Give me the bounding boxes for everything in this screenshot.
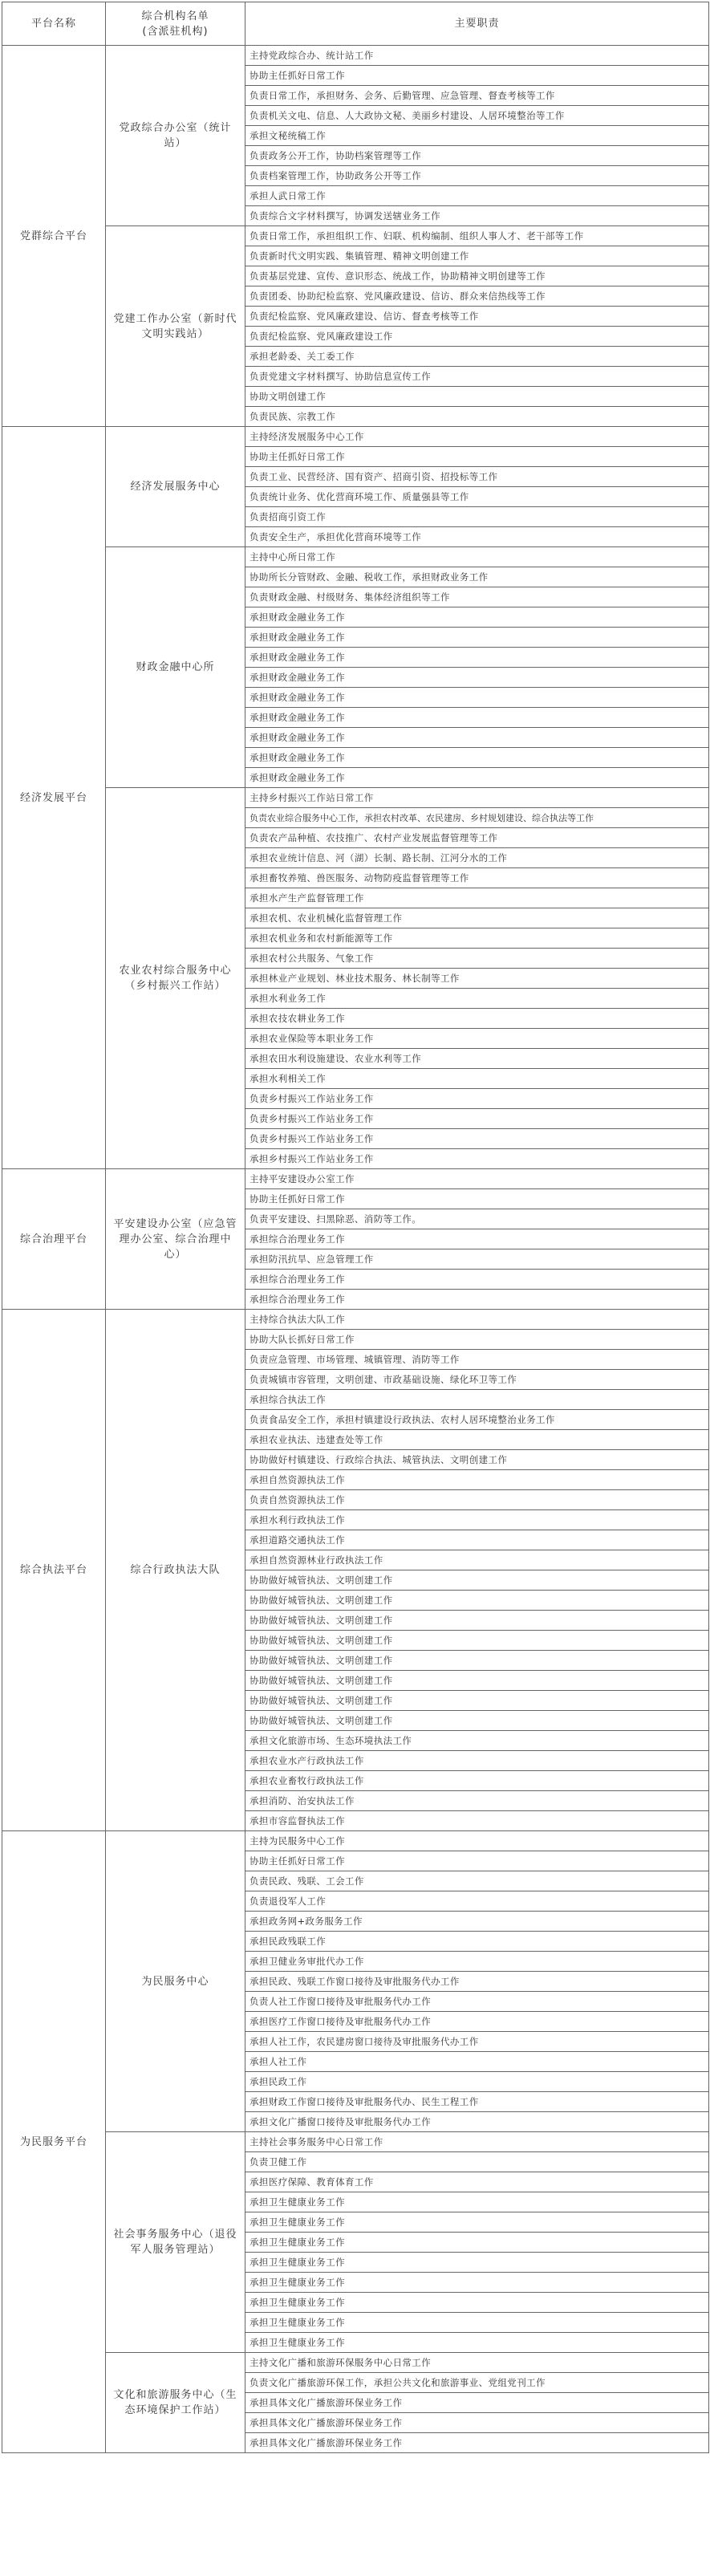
duty-cell: 承担防汛抗旱、应急管理工作 xyxy=(245,1249,709,1270)
table-row xyxy=(2,1169,709,1189)
platform-name-cell: 综合执法平台 xyxy=(2,1310,106,1831)
duty-cell: 承担民政工作 xyxy=(245,2072,709,2092)
duty-cell: 承担水利业务工作 xyxy=(245,989,709,1009)
duty-cell: 承担文化旅游市场、生态环境执法工作 xyxy=(245,1731,709,1751)
duty-cell: 主持平安建设办公室工作 xyxy=(245,1169,709,1189)
duty-cell: 承担畜牧养殖、兽医服务、动物防疫监督管理等工作 xyxy=(245,868,709,888)
duty-cell: 承担文化广播窗口接待及审批服务代办工作 xyxy=(245,2112,709,2132)
duty-cell: 负责民族、宗教工作 xyxy=(245,407,709,427)
duty-cell: 负责政务公开工作，协助档案管理等工作 xyxy=(245,146,709,166)
table-row xyxy=(2,427,709,447)
table-body xyxy=(2,46,709,2453)
duty-cell: 协助主任抓好日常工作 xyxy=(245,447,709,467)
duty-cell: 负责党建文字材料撰写、协助信息宣传工作 xyxy=(245,367,709,387)
duty-cell: 承担医疗保障、教育体育工作 xyxy=(245,2172,709,2192)
duty-cell: 主持为民服务中心工作 xyxy=(245,1831,709,1851)
duty-cell: 协助主任抓好日常工作 xyxy=(245,1851,709,1871)
header-org xyxy=(106,2,245,46)
duty-cell: 负责统计业务、优化营商环境工作、质量强县等工作 xyxy=(245,487,709,507)
duty-cell: 承担卫生健康业务工作 xyxy=(245,2233,709,2253)
table-row xyxy=(2,226,709,246)
org-name-cell: 党建工作办公室（新时代文明实践站） xyxy=(106,226,245,427)
duty-cell: 负责团委、协助纪检监察、党风廉政建设、信访、群众来信热线等工作 xyxy=(245,286,709,307)
table-row xyxy=(2,1831,709,1851)
duty-cell: 承担财政金融业务工作 xyxy=(245,648,709,668)
duty-cell: 承担医疗工作窗口接待及审批服务代办工作 xyxy=(245,2012,709,2032)
duty-cell: 承担卫健业务审批代办工作 xyxy=(245,1952,709,1972)
duty-cell: 承担财政金融业务工作 xyxy=(245,628,709,648)
duty-cell: 负责新时代文明实践、集镇管理、精神文明创建工作 xyxy=(245,246,709,266)
duty-cell: 承担乡村振兴工作站业务工作 xyxy=(245,1149,709,1169)
duty-cell: 承担市容监督执法工作 xyxy=(245,1811,709,1831)
duty-cell: 承担水产生产监督管理工作 xyxy=(245,888,709,908)
duty-cell: 负责日常工作，承担组织工作、妇联、机构编制、组织人事人才、老干部等工作 xyxy=(245,226,709,246)
duty-cell: 负责机关文电、信息、人大政协文秘、美丽乡村建设、人居环境整治等工作 xyxy=(245,106,709,126)
duty-cell: 协助做好城管执法、文明创建工作 xyxy=(245,1611,709,1631)
duty-cell: 协助所长分管财政、金融、税收工作，承担财政业务工作 xyxy=(245,567,709,587)
duty-cell: 承担人社工作 xyxy=(245,2052,709,2072)
duty-cell: 承担农田水利设施建设、农业水利等工作 xyxy=(245,1049,709,1069)
duty-cell: 承担综合治理业务工作 xyxy=(245,1229,709,1249)
duty-cell: 负责自然资源执法工作 xyxy=(245,1490,709,1510)
org-name-cell: 财政金融中心所 xyxy=(106,547,245,788)
duty-cell: 协助做好城管执法、文明创建工作 xyxy=(245,1651,709,1671)
duty-cell: 协助做好城管执法、文明创建工作 xyxy=(245,1591,709,1611)
duty-cell: 协助主任抓好日常工作 xyxy=(245,66,709,86)
duty-cell: 负责城镇市容管理，文明创建、市政基础设施、绿化环卫等工作 xyxy=(245,1370,709,1390)
duty-cell: 承担农机、农业机械化监督管理工作 xyxy=(245,908,709,928)
duty-cell: 承担财政金融业务工作 xyxy=(245,688,709,708)
platform-name-cell: 综合治理平台 xyxy=(2,1169,106,1310)
duty-cell: 承担水利相关工作 xyxy=(245,1069,709,1089)
duty-cell: 承担自然资源执法工作 xyxy=(245,1470,709,1490)
duty-cell: 负责日常工作，承担财务、会务、后勤管理、应急管理、督查考核等工作 xyxy=(245,86,709,106)
duty-cell: 承担卫生健康业务工作 xyxy=(245,2333,709,2353)
duty-cell: 负责财政金融、村级财务、集体经济组织等工作 xyxy=(245,587,709,607)
duty-cell: 负责招商引资工作 xyxy=(245,507,709,527)
duty-cell: 承担老龄委、关工委工作 xyxy=(245,347,709,367)
org-name-cell: 文化和旅游服务中心（生态环境保护工作站） xyxy=(106,2353,245,2453)
table-row xyxy=(2,2132,709,2152)
duty-cell: 负责乡村振兴工作站业务工作 xyxy=(245,1089,709,1109)
duty-cell: 承担农业统计信息、河（湖）长制、路长制、江河分水的工作 xyxy=(245,848,709,868)
duty-cell: 负责退役军人工作 xyxy=(245,1891,709,1912)
duty-cell: 承担卫生健康业务工作 xyxy=(245,2273,709,2293)
platform-name-cell: 为民服务平台 xyxy=(2,1831,106,2453)
duty-cell: 承担财政工作窗口接待及审批服务代办、民生工程工作 xyxy=(245,2092,709,2112)
duty-cell: 承担财政金融业务工作 xyxy=(245,708,709,728)
duty-cell: 协助做好城管执法、文明创建工作 xyxy=(245,1691,709,1711)
duty-cell: 负责应急管理、市场管理、城镇管理、消防等工作 xyxy=(245,1350,709,1370)
duty-cell: 承担政务网+政务服务工作 xyxy=(245,1912,709,1932)
duty-cell: 承担道路交通执法工作 xyxy=(245,1530,709,1550)
duty-cell: 承担人社工作，农民建房窗口接待及审批服务代办工作 xyxy=(245,2032,709,2052)
duty-cell: 承担财政金融业务工作 xyxy=(245,748,709,768)
duty-cell: 承担卫生健康业务工作 xyxy=(245,2192,709,2212)
org-name-cell: 农业农村综合服务中心（乡村振兴工作站） xyxy=(106,788,245,1169)
duty-cell: 承担财政金融业务工作 xyxy=(245,668,709,688)
duty-cell: 负责综合文字材料撰写，协调发送辖业务工作 xyxy=(245,206,709,226)
duty-cell: 承担农机业务和农村新能源等工作 xyxy=(245,928,709,949)
duty-cell: 负责农业综合服务中心工作，承担农村改革、农民建房、乡村规划建设、综合执法等工作 xyxy=(245,808,709,828)
duty-cell: 协助做好城管执法、文明创建工作 xyxy=(245,1570,709,1591)
table-row xyxy=(2,1310,709,1330)
duty-cell: 承担具体文化广播旅游环保业务工作 xyxy=(245,2413,709,2433)
duty-cell: 承担卫生健康业务工作 xyxy=(245,2293,709,2313)
duty-cell: 主持党政综合办、统计站工作 xyxy=(245,46,709,66)
duty-cell: 主持综合执法大队工作 xyxy=(245,1310,709,1330)
duty-cell: 负责工业、民营经济、国有资产、招商引资、招投标等工作 xyxy=(245,467,709,487)
duty-cell: 承担卫生健康业务工作 xyxy=(245,2313,709,2333)
duty-cell: 负责基层党建、宣传、意识形态、统战工作，协助精神文明创建等工作 xyxy=(245,266,709,286)
duty-cell: 负责文化广播旅游环保工作，承担公共文化和旅游事业、党组党刊工作 xyxy=(245,2373,709,2393)
duty-cell: 主持乡村振兴工作站日常工作 xyxy=(245,788,709,808)
duty-cell: 承担具体文化广播旅游环保业务工作 xyxy=(245,2433,709,2453)
duty-cell: 协助文明创建工作 xyxy=(245,387,709,407)
duty-cell: 承担民政残联工作 xyxy=(245,1932,709,1952)
duty-cell: 承担具体文化广播旅游环保业务工作 xyxy=(245,2393,709,2413)
table-row xyxy=(2,788,709,808)
duty-cell: 协助做好村镇建设、行政综合执法、城管执法、文明创建工作 xyxy=(245,1450,709,1470)
duty-cell: 承担文秘统稿工作 xyxy=(245,126,709,146)
duty-cell: 负责食品安全工作，承担村镇建设行政执法、农村人居环境整治业务工作 xyxy=(245,1410,709,1430)
duty-cell: 承担水利行政执法工作 xyxy=(245,1510,709,1530)
duty-cell: 负责农产品种植、农技推广、农村产业发展监督管理等工作 xyxy=(245,828,709,848)
duty-cell: 承担综合执法工作 xyxy=(245,1390,709,1410)
duty-cell: 承担林业产业规划、林业技术服务、林长制等工作 xyxy=(245,969,709,989)
duties-table xyxy=(2,2,709,2453)
table-row xyxy=(2,2353,709,2373)
org-name-cell: 经济发展服务中心 xyxy=(106,427,245,547)
duty-cell: 主持文化广播和旅游环保服务中心日常工作 xyxy=(245,2353,709,2373)
org-name-cell: 综合行政执法大队 xyxy=(106,1310,245,1831)
duty-cell: 承担人武日常工作 xyxy=(245,186,709,206)
duty-cell: 承担农业执法、违建查处等工作 xyxy=(245,1430,709,1450)
org-name-cell: 为民服务中心 xyxy=(106,1831,245,2132)
duty-cell: 负责卫健工作 xyxy=(245,2152,709,2172)
duty-cell: 协助主任抓好日常工作 xyxy=(245,1189,709,1209)
duty-cell: 主持社会事务服务中心日常工作 xyxy=(245,2132,709,2152)
duty-cell: 承担财政金融业务工作 xyxy=(245,607,709,628)
org-name-cell: 社会事务服务中心（退役军人服务管理站） xyxy=(106,2132,245,2353)
duty-cell: 承担财政金融业务工作 xyxy=(245,768,709,788)
duty-cell: 承担财政金融业务工作 xyxy=(245,728,709,748)
table-row xyxy=(2,46,709,66)
duty-cell: 承担卫生健康业务工作 xyxy=(245,2253,709,2273)
platform-name-cell: 党群综合平台 xyxy=(2,46,106,427)
duty-cell: 承担综合治理业务工作 xyxy=(245,1270,709,1290)
platform-name-cell: 经济发展平台 xyxy=(2,427,106,1169)
duty-cell: 负责乡村振兴工作站业务工作 xyxy=(245,1129,709,1149)
duty-cell: 承担消防、治安执法工作 xyxy=(245,1791,709,1811)
duty-cell: 负责纪检监察、党风廉政建设、信访、督查考核等工作 xyxy=(245,307,709,327)
duty-cell: 协助做好城管执法、文明创建工作 xyxy=(245,1631,709,1651)
header-org-text: 综合机构名单 (含派驻机构) xyxy=(141,10,209,38)
duty-cell: 承担农业畜牧行政执法工作 xyxy=(245,1771,709,1791)
duty-cell: 主持经济发展服务中心工作 xyxy=(245,427,709,447)
duty-cell: 承担民政、残联工作窗口接待及审批服务代办工作 xyxy=(245,1972,709,1992)
duty-cell: 主持中心所日常工作 xyxy=(245,547,709,567)
duty-cell: 负责乡村振兴工作站业务工作 xyxy=(245,1109,709,1129)
org-name-cell: 党政综合办公室（统计站） xyxy=(106,46,245,226)
duty-cell: 承担农技农耕业务工作 xyxy=(245,1009,709,1029)
duty-cell: 负责安全生产，承担优化营商环境等工作 xyxy=(245,527,709,547)
header-platform: 平台名称 xyxy=(2,2,106,46)
duty-cell: 负责人社工作窗口接待及审批服务代办工作 xyxy=(245,1992,709,2012)
duty-cell: 协助做好城管执法、文明创建工作 xyxy=(245,1671,709,1691)
table-row xyxy=(2,547,709,567)
duty-cell: 协助做好城管执法、文明创建工作 xyxy=(245,1711,709,1731)
duty-cell: 承担农业水产行政执法工作 xyxy=(245,1751,709,1771)
org-name-cell: 平安建设办公室（应急管理办公室、综合治理中心） xyxy=(106,1169,245,1310)
duty-cell: 承担综合治理业务工作 xyxy=(245,1290,709,1310)
duty-cell: 负责档案管理工作，协助政务公开等工作 xyxy=(245,166,709,186)
duty-cell: 负责平安建设、扫黑除恶、消防等工作。 xyxy=(245,1209,709,1229)
header-duties: 主要职责 xyxy=(245,2,709,46)
duty-cell: 负责民政、残联、工会工作 xyxy=(245,1871,709,1891)
duty-cell: 承担农业保险等本职业务工作 xyxy=(245,1029,709,1049)
duty-cell: 承担卫生健康业务工作 xyxy=(245,2212,709,2233)
duty-cell: 承担农村公共服务、气象工作 xyxy=(245,949,709,969)
duty-cell: 协助大队长抓好日常工作 xyxy=(245,1330,709,1350)
duty-cell: 负责纪检监察、党风廉政建设工作 xyxy=(245,327,709,347)
duty-cell: 承担自然资源林业行政执法工作 xyxy=(245,1550,709,1570)
header-row xyxy=(2,2,709,46)
